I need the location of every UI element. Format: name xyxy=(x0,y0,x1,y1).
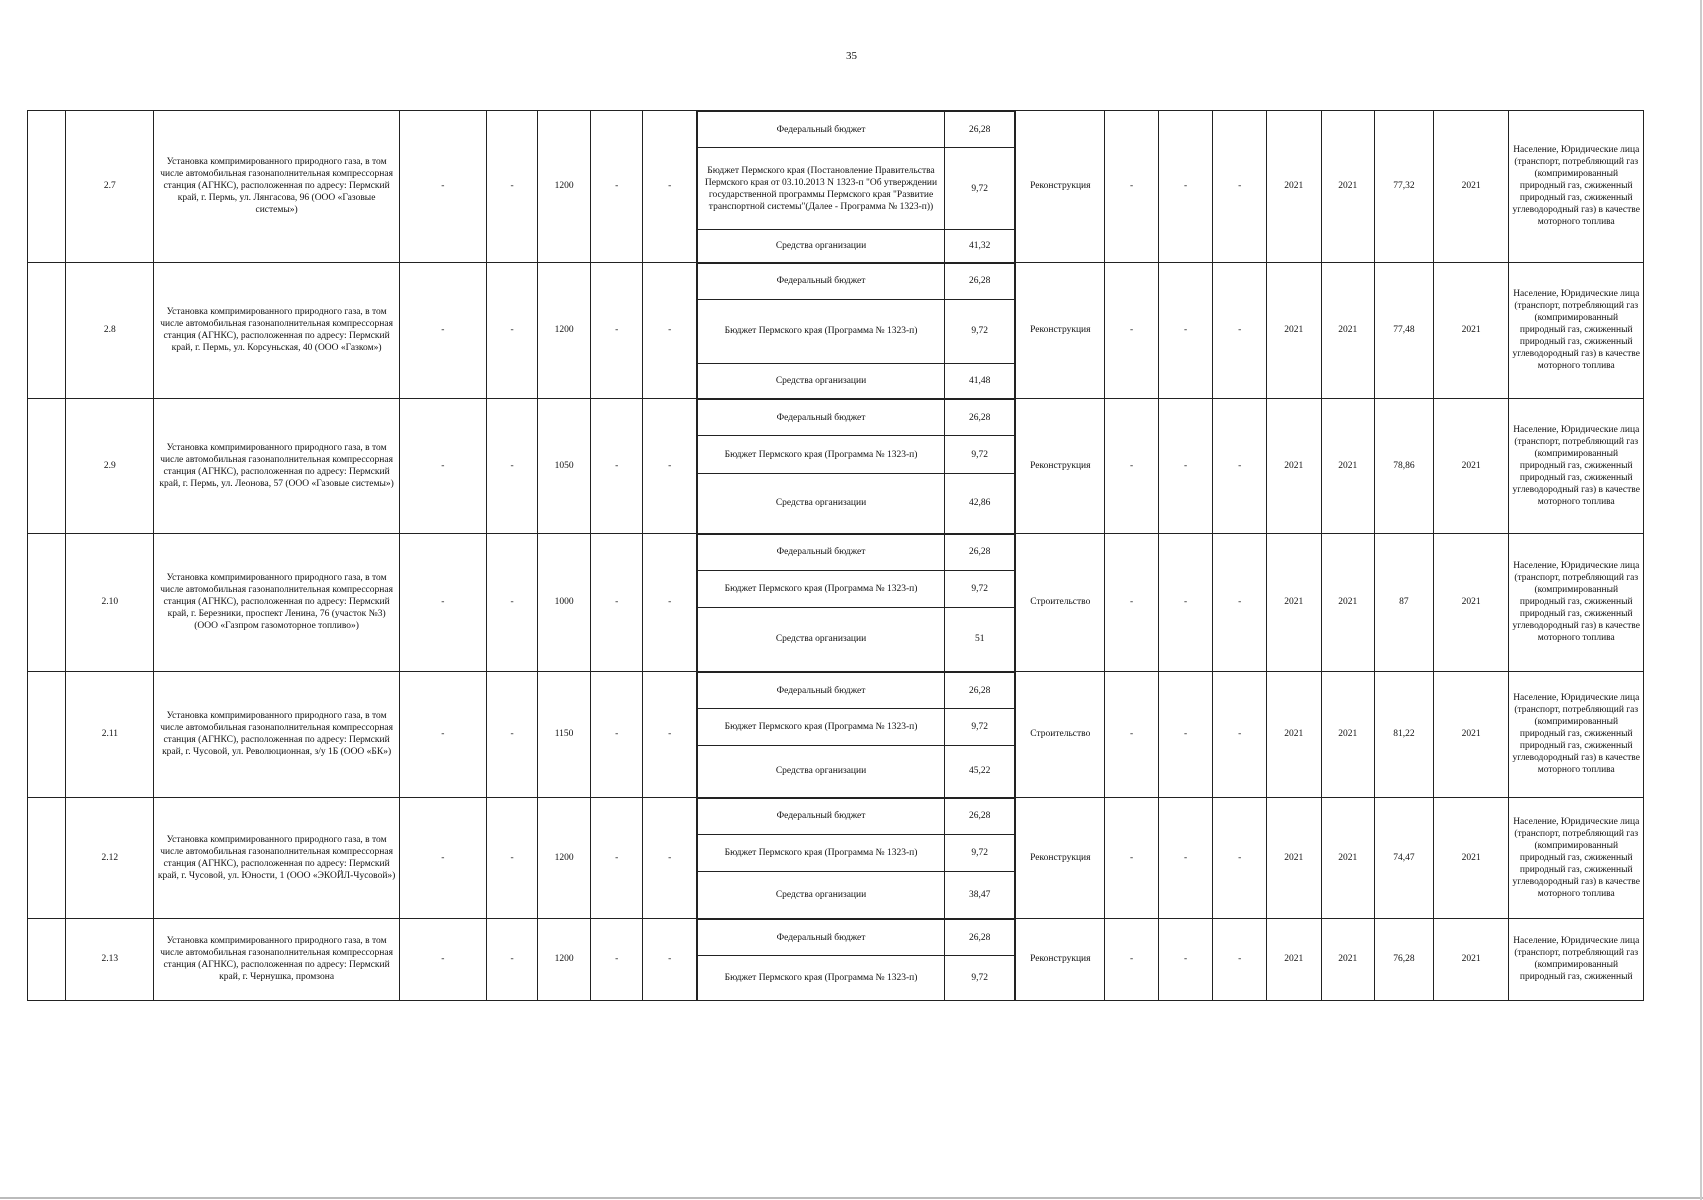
table-row xyxy=(28,672,1644,798)
dash-cell: - xyxy=(590,797,643,919)
funding-source-name: Бюджет Пермского края (Программа № 1323-п) xyxy=(697,709,944,746)
item-number: 2.13 xyxy=(66,919,154,1001)
capacity-cell: 1200 xyxy=(538,262,591,399)
funding-source-value: 9,72 xyxy=(945,956,1015,1000)
dash-cell: - xyxy=(590,919,643,1001)
dash-cell: - xyxy=(1105,672,1159,798)
capacity-cell: 1150 xyxy=(538,672,591,798)
dash-cell: - xyxy=(1158,262,1213,399)
total-cost: 87 xyxy=(1375,533,1434,672)
table-row xyxy=(28,533,1644,672)
dash-cell: - xyxy=(643,672,697,798)
year-end: 2021 xyxy=(1321,797,1375,919)
year-end: 2021 xyxy=(1321,672,1375,798)
dash-cell: - xyxy=(1105,111,1159,263)
funding-source-value: 26,28 xyxy=(945,400,1015,436)
dash-cell: - xyxy=(486,919,538,1001)
funding-source-name: Бюджет Пермского края (Программа № 1323-п) xyxy=(697,299,944,363)
dash-cell: - xyxy=(399,919,486,1001)
item-description: Установка компримированного природного газа, в том числе автомобильная газонаполнительная компрессорная станция (АГНКС), расположенная по адресу: Пермский край, г. Березники, проспект Ленина, 76 (участок №3) (ООО «Газпром газомоторное топливо») xyxy=(154,533,400,672)
dash-cell: - xyxy=(486,111,538,263)
dash-cell: - xyxy=(399,111,486,263)
year-commission: 2021 xyxy=(1433,399,1509,534)
dash-cell: - xyxy=(590,399,643,534)
funding-row xyxy=(697,299,1014,363)
funding-source-name: Средства организации xyxy=(697,746,944,797)
dash-cell: - xyxy=(590,262,643,399)
funding-source-value: 45,22 xyxy=(945,746,1015,797)
year-commission: 2021 xyxy=(1433,797,1509,919)
funding-row xyxy=(697,673,1014,709)
funding-sources xyxy=(696,797,1015,919)
blank-cell xyxy=(28,262,66,399)
funding-table xyxy=(697,919,1015,1000)
consumers: Население, Юридические лица (транспорт, потребляющий газ (компримированный природный газ, сжиженный природный газ, сжиженный углеводородный газ) в качестве моторного топлива xyxy=(1509,672,1644,798)
funding-source-name: Средства организации xyxy=(697,607,944,671)
funding-row xyxy=(697,920,1014,956)
dash-cell: - xyxy=(1158,111,1213,263)
funding-source-value: 9,72 xyxy=(945,709,1015,746)
total-cost: 77,32 xyxy=(1375,111,1434,263)
work-type: Реконструкция xyxy=(1016,797,1105,919)
funding-row xyxy=(697,230,1014,262)
dash-cell: - xyxy=(399,797,486,919)
funding-source-name: Федеральный бюджет xyxy=(697,112,944,148)
funding-source-value: 9,72 xyxy=(945,834,1015,871)
funding-row xyxy=(697,834,1014,871)
blank-cell xyxy=(28,533,66,672)
year-end: 2021 xyxy=(1321,533,1375,672)
table-row xyxy=(28,797,1644,919)
total-cost: 74,47 xyxy=(1375,797,1434,919)
dash-cell: - xyxy=(1213,797,1267,919)
funding-source-name: Федеральный бюджет xyxy=(697,400,944,436)
funding-row xyxy=(697,798,1014,834)
funding-source-name: Бюджет Пермского края (Программа № 1323-п) xyxy=(697,570,944,607)
item-number: 2.9 xyxy=(66,399,154,534)
work-type: Реконструкция xyxy=(1016,262,1105,399)
capacity-cell: 1050 xyxy=(538,399,591,534)
work-type: Строительство xyxy=(1016,533,1105,672)
funding-row xyxy=(697,871,1014,918)
item-description: Установка компримированного природного газа, в том числе автомобильная газонаполнительная компрессорная станция (АГНКС), расположенная по адресу: Пермский край, г. Чусовой, ул. Революционная, з/у 1Б (ООО «БК») xyxy=(154,672,400,798)
dash-cell: - xyxy=(1213,919,1267,1001)
funding-source-value: 38,47 xyxy=(945,871,1015,918)
year-commission: 2021 xyxy=(1433,533,1509,672)
dash-cell: - xyxy=(1105,399,1159,534)
blank-cell xyxy=(28,672,66,798)
year-end: 2021 xyxy=(1321,111,1375,263)
year-commission: 2021 xyxy=(1433,672,1509,798)
blank-cell xyxy=(28,797,66,919)
investment-table xyxy=(27,110,1644,1001)
item-description: Установка компримированного природного газа, в том числе автомобильная газонаполнительная компрессорная станция (АГНКС), расположенная по адресу: Пермский край, г. Чернушка, промзона xyxy=(154,919,400,1001)
dash-cell: - xyxy=(1105,919,1159,1001)
dash-cell: - xyxy=(399,399,486,534)
blank-cell xyxy=(28,111,66,263)
year-commission: 2021 xyxy=(1433,262,1509,399)
year-start: 2021 xyxy=(1266,797,1321,919)
dash-cell: - xyxy=(1105,533,1159,672)
funding-source-value: 26,28 xyxy=(945,920,1015,956)
dash-cell: - xyxy=(1213,533,1267,672)
year-start: 2021 xyxy=(1266,533,1321,672)
funding-row xyxy=(697,570,1014,607)
dash-cell: - xyxy=(486,797,538,919)
funding-source-name: Средства организации xyxy=(697,871,944,918)
funding-sources xyxy=(696,919,1015,1001)
year-start: 2021 xyxy=(1266,111,1321,263)
year-end: 2021 xyxy=(1321,919,1375,1001)
dash-cell: - xyxy=(643,797,697,919)
dash-cell: - xyxy=(1158,797,1213,919)
consumers: Население, Юридические лица (транспорт, потребляющий газ (компримированный природный газ, сжиженный природный газ, сжиженный углеводородный газ) в качестве моторного топлива xyxy=(1509,797,1644,919)
funding-source-value: 26,28 xyxy=(945,263,1015,299)
funding-table xyxy=(697,263,1015,399)
item-number: 2.11 xyxy=(66,672,154,798)
page-number: 35 xyxy=(846,50,857,62)
item-number: 2.7 xyxy=(66,111,154,263)
funding-source-value: 26,28 xyxy=(945,673,1015,709)
dash-cell: - xyxy=(1158,399,1213,534)
funding-row xyxy=(697,607,1014,671)
dash-cell: - xyxy=(486,672,538,798)
year-start: 2021 xyxy=(1266,919,1321,1001)
consumers: Население, Юридические лица (транспорт, потребляющий газ (компримированный природный газ, сжиженный xyxy=(1509,919,1644,1001)
consumers: Население, Юридические лица (транспорт, потребляющий газ (компримированный природный газ, сжиженный природный газ, сжиженный углеводородный газ) в качестве моторного топлива xyxy=(1509,399,1644,534)
blank-cell xyxy=(28,399,66,534)
funding-source-value: 9,72 xyxy=(945,299,1015,363)
item-number: 2.12 xyxy=(66,797,154,919)
funding-table xyxy=(697,672,1015,797)
dash-cell: - xyxy=(590,533,643,672)
year-commission: 2021 xyxy=(1433,919,1509,1001)
consumers: Население, Юридические лица (транспорт, потребляющий газ (компримированный природный газ, сжиженный природный газ, сжиженный углеводородный газ) в качестве моторного топлива xyxy=(1509,111,1644,263)
dash-cell: - xyxy=(1213,111,1267,263)
funding-row xyxy=(697,363,1014,398)
dash-cell: - xyxy=(643,533,697,672)
funding-table xyxy=(697,111,1015,262)
funding-source-name: Бюджет Пермского края (Программа № 1323-п) xyxy=(697,956,944,1000)
funding-source-value: 9,72 xyxy=(945,436,1015,474)
funding-source-name: Федеральный бюджет xyxy=(697,920,944,956)
funding-row xyxy=(697,709,1014,746)
funding-source-name: Федеральный бюджет xyxy=(697,534,944,570)
funding-row xyxy=(697,956,1014,1000)
item-description: Установка компримированного природного газа, в том числе автомобильная газонаполнительная компрессорная станция (АГНКС), расположенная по адресу: Пермский край, г. Чусовой, ул. Юности, 1 (ООО «ЭКОЙЛ-Чусовой») xyxy=(154,797,400,919)
work-type: Строительство xyxy=(1016,672,1105,798)
funding-row xyxy=(697,112,1014,148)
year-commission: 2021 xyxy=(1433,111,1509,263)
capacity-cell: 1200 xyxy=(538,797,591,919)
year-end: 2021 xyxy=(1321,262,1375,399)
funding-source-name: Бюджет Пермского края (Программа № 1323-п) xyxy=(697,436,944,474)
blank-cell xyxy=(28,919,66,1001)
scan-artifact xyxy=(0,1197,1703,1199)
dash-cell: - xyxy=(643,111,697,263)
total-cost: 76,28 xyxy=(1375,919,1434,1001)
funding-source-value: 9,72 xyxy=(945,148,1015,230)
capacity-cell: 1000 xyxy=(538,533,591,672)
funding-source-name: Средства организации xyxy=(697,474,944,533)
year-end: 2021 xyxy=(1321,399,1375,534)
item-description: Установка компримированного природного газа, в том числе автомобильная газонаполнительная компрессорная станция (АГНКС), расположенная по адресу: Пермский край, г. Пермь, ул. Корсуньская, 40 (ООО «Газком») xyxy=(154,262,400,399)
funding-sources xyxy=(696,533,1015,672)
table-row xyxy=(28,262,1644,399)
funding-source-value: 51 xyxy=(945,607,1015,671)
year-start: 2021 xyxy=(1266,399,1321,534)
table-row xyxy=(28,919,1644,1001)
funding-source-name: Бюджет Пермского края (Программа № 1323-п) xyxy=(697,834,944,871)
dash-cell: - xyxy=(590,672,643,798)
item-description: Установка компримированного природного газа, в том числе автомобильная газонаполнительная компрессорная станция (АГНКС), расположенная по адресу: Пермский край, г. Пермь, ул. Лянгасова, 96 (ООО «Газовые системы») xyxy=(154,111,400,263)
dash-cell: - xyxy=(1158,672,1213,798)
funding-source-name: Средства организации xyxy=(697,363,944,398)
funding-sources xyxy=(696,399,1015,534)
table-body xyxy=(28,111,1644,1001)
dash-cell: - xyxy=(1213,262,1267,399)
funding-source-value: 26,28 xyxy=(945,112,1015,148)
funding-row xyxy=(697,263,1014,299)
funding-row xyxy=(697,400,1014,436)
funding-sources xyxy=(696,111,1015,263)
funding-source-name: Средства организации xyxy=(697,230,944,262)
funding-sources xyxy=(696,262,1015,399)
work-type: Реконструкция xyxy=(1016,919,1105,1001)
dash-cell: - xyxy=(1158,919,1213,1001)
funding-source-value: 41,48 xyxy=(945,363,1015,398)
capacity-cell: 1200 xyxy=(538,919,591,1001)
dash-cell: - xyxy=(399,672,486,798)
dash-cell: - xyxy=(643,919,697,1001)
dash-cell: - xyxy=(1213,399,1267,534)
item-description: Установка компримированного природного газа, в том числе автомобильная газонаполнительная компрессорная станция (АГНКС), расположенная по адресу: Пермский край, г. Пермь, ул. Леонова, 57 (ООО «Газовые системы») xyxy=(154,399,400,534)
table-row xyxy=(28,111,1644,263)
item-number: 2.8 xyxy=(66,262,154,399)
year-start: 2021 xyxy=(1266,672,1321,798)
funding-source-value: 9,72 xyxy=(945,570,1015,607)
dash-cell: - xyxy=(399,533,486,672)
funding-source-value: 26,28 xyxy=(945,534,1015,570)
funding-row xyxy=(697,534,1014,570)
dash-cell: - xyxy=(643,262,697,399)
funding-row xyxy=(697,746,1014,797)
funding-sources xyxy=(696,672,1015,798)
funding-source-value: 42,86 xyxy=(945,474,1015,533)
funding-source-name: Бюджет Пермского края (Постановление Правительства Пермского края от 03.10.2013 N 1323-п "Об утверждении государственной программы Пермского края "Развитие транспортной системы"(Далее - Программа № 1323-п)) xyxy=(697,148,944,230)
scan-artifact xyxy=(1700,0,1702,1200)
dash-cell: - xyxy=(486,399,538,534)
total-cost: 81,22 xyxy=(1375,672,1434,798)
funding-table xyxy=(697,534,1015,672)
dash-cell: - xyxy=(1105,262,1159,399)
work-type: Реконструкция xyxy=(1016,111,1105,263)
dash-cell: - xyxy=(399,262,486,399)
funding-row xyxy=(697,436,1014,474)
funding-source-name: Федеральный бюджет xyxy=(697,673,944,709)
total-cost: 77,48 xyxy=(1375,262,1434,399)
funding-source-name: Федеральный бюджет xyxy=(697,263,944,299)
dash-cell: - xyxy=(590,111,643,263)
dash-cell: - xyxy=(1158,533,1213,672)
consumers: Население, Юридические лица (транспорт, потребляющий газ (компримированный природный газ, сжиженный природный газ, сжиженный углеводородный газ) в качестве моторного топлива xyxy=(1509,262,1644,399)
work-type: Реконструкция xyxy=(1016,399,1105,534)
dash-cell: - xyxy=(486,262,538,399)
funding-source-name: Федеральный бюджет xyxy=(697,798,944,834)
consumers: Население, Юридические лица (транспорт, потребляющий газ (компримированный природный газ, сжиженный природный газ, сжиженный углеводородный газ) в качестве моторного топлива xyxy=(1509,533,1644,672)
funding-table xyxy=(697,399,1015,533)
dash-cell: - xyxy=(643,399,697,534)
dash-cell: - xyxy=(1213,672,1267,798)
funding-table xyxy=(697,798,1015,919)
dash-cell: - xyxy=(1105,797,1159,919)
dash-cell: - xyxy=(486,533,538,672)
funding-source-value: 26,28 xyxy=(945,798,1015,834)
capacity-cell: 1200 xyxy=(538,111,591,263)
funding-row xyxy=(697,474,1014,533)
year-start: 2021 xyxy=(1266,262,1321,399)
total-cost: 78,86 xyxy=(1375,399,1434,534)
funding-row xyxy=(697,148,1014,230)
funding-source-value: 41,32 xyxy=(945,230,1015,262)
table-row xyxy=(28,399,1644,534)
item-number: 2.10 xyxy=(66,533,154,672)
